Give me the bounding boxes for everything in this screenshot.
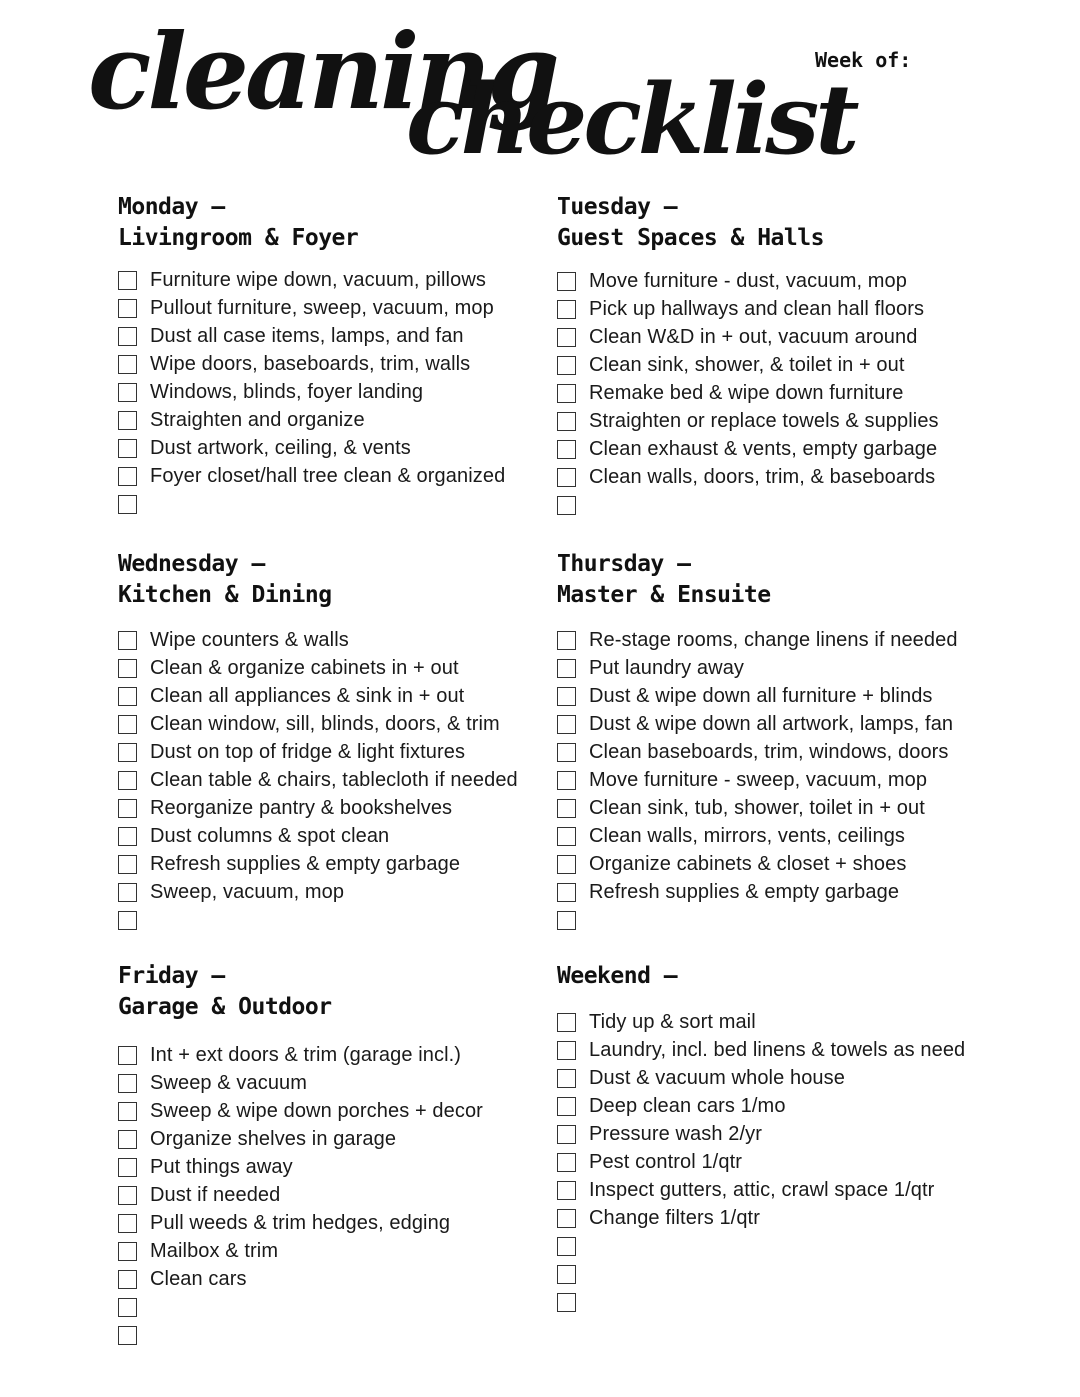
checkbox[interactable]	[557, 771, 576, 790]
checklist-item-label: Clean cars	[150, 1267, 247, 1290]
section-area: Master & Ensuite	[557, 582, 771, 608]
checklist-item-label: Reorganize pantry & bookshelves	[150, 796, 453, 819]
checkbox[interactable]	[118, 383, 137, 402]
checkbox[interactable]	[118, 495, 137, 514]
checkbox[interactable]	[118, 1326, 137, 1345]
checkbox[interactable]	[118, 439, 137, 458]
checkbox[interactable]	[118, 771, 137, 790]
checkbox[interactable]	[557, 631, 576, 650]
checklist-item	[557, 1008, 965, 1036]
checklist-item-label: Dust columns & spot clean	[150, 824, 390, 847]
checklist-item-label: Dust if needed	[150, 1183, 281, 1206]
checklist-item	[557, 1204, 965, 1232]
checkbox[interactable]	[118, 743, 137, 762]
checkbox[interactable]	[118, 659, 137, 678]
section-day: Tuesday –	[557, 194, 678, 220]
checklist-item-label: Put laundry away	[589, 656, 745, 679]
checklist-item-label: Dust all case items, lamps, and fan	[150, 324, 464, 347]
checklist-item	[557, 1092, 965, 1120]
checklist-item	[118, 1265, 483, 1293]
checkbox[interactable]	[118, 271, 137, 290]
checkbox[interactable]	[118, 799, 137, 818]
checklist-item	[118, 626, 518, 654]
checklist-item	[118, 794, 518, 822]
checklist-item	[118, 850, 518, 878]
checklist-item	[118, 822, 518, 850]
checkbox[interactable]	[557, 1069, 576, 1088]
checklist-item-label: Clean & organize cabinets in + out	[150, 656, 459, 679]
checklist-item	[557, 1120, 965, 1148]
title-word-checklist: checklist	[406, 63, 856, 176]
checklist-item-label: Clean sink, tub, shower, toilet in + out	[589, 796, 925, 819]
checkbox[interactable]	[557, 328, 576, 347]
checkbox[interactable]	[118, 1186, 137, 1205]
checklist-item-label: Organize shelves in garage	[150, 1127, 397, 1150]
checkbox[interactable]	[118, 411, 137, 430]
checkbox[interactable]	[118, 1158, 137, 1177]
checklist-item	[557, 822, 958, 850]
checklist-item	[118, 1181, 483, 1209]
checkbox[interactable]	[118, 631, 137, 650]
checklist-item	[118, 710, 518, 738]
checklist	[118, 266, 505, 518]
checklist-item-label: Dust & wipe down all furniture + blinds	[589, 684, 933, 707]
checklist-item	[557, 906, 958, 934]
checkbox[interactable]	[557, 715, 576, 734]
checklist-item	[557, 710, 958, 738]
section-area: Kitchen & Dining	[118, 582, 332, 608]
checklist	[118, 626, 518, 934]
checklist-item	[557, 682, 958, 710]
checkbox[interactable]	[557, 1013, 576, 1032]
checklist-item-label: Pullout furniture, sweep, vacuum, mop	[150, 296, 494, 319]
checkbox[interactable]	[118, 1102, 137, 1121]
section-day: Thursday –	[557, 551, 691, 577]
checklist-item	[118, 378, 505, 406]
section-tuesday	[557, 192, 939, 519]
checkbox[interactable]	[557, 1265, 576, 1284]
week-of-label: Week of:	[815, 48, 912, 72]
checklist-item-label: Dust on top of fridge & light fixtures	[150, 740, 466, 763]
checkbox[interactable]	[557, 911, 576, 930]
checkbox[interactable]	[557, 1153, 576, 1172]
section-monday	[118, 192, 505, 518]
checklist-item	[557, 379, 939, 407]
checkbox[interactable]	[557, 743, 576, 762]
checklist-item	[118, 1209, 483, 1237]
checklist-item-label: Refresh supplies & empty garbage	[589, 880, 900, 903]
checklist-item-label: Straighten and organize	[150, 408, 365, 431]
checklist-item-label: Clean sink, shower, & toilet in + out	[589, 353, 905, 376]
checklist	[557, 267, 939, 519]
checklist-item	[118, 1097, 483, 1125]
checklist-item	[557, 1064, 965, 1092]
checklist-item	[557, 738, 958, 766]
section-wednesday	[118, 549, 518, 934]
checklist-item-label: Clean baseboards, trim, windows, doors	[589, 740, 949, 763]
checklist-item-label: Furniture wipe down, vacuum, pillows	[150, 268, 486, 291]
checklist-item-label: Put things away	[150, 1155, 293, 1178]
checklist-item-label: Tidy up & sort mail	[589, 1010, 756, 1033]
checklist-item	[118, 1321, 483, 1349]
checklist-item	[557, 1260, 965, 1288]
checklist-item	[557, 463, 939, 491]
checkbox[interactable]	[557, 1181, 576, 1200]
checklist	[557, 626, 958, 934]
checklist-item	[118, 1237, 483, 1265]
checklist-item	[118, 406, 505, 434]
checkbox[interactable]	[118, 327, 137, 346]
checklist-item	[557, 878, 958, 906]
checkbox[interactable]	[557, 1041, 576, 1060]
checklist-item	[118, 294, 505, 322]
checkbox[interactable]	[118, 467, 137, 486]
section-friday	[118, 961, 483, 1349]
checklist-item	[557, 766, 958, 794]
checkbox[interactable]	[118, 1270, 137, 1289]
section-thursday	[557, 549, 958, 934]
checklist-item-label: Inspect gutters, attic, crawl space 1/qtr	[589, 1178, 935, 1201]
checklist-item-label: Deep clean cars 1/mo	[589, 1094, 786, 1117]
section-day: Friday –	[118, 963, 225, 989]
checklist-item	[118, 350, 505, 378]
checklist-item-label: Clean all appliances & sink in + out	[150, 684, 465, 707]
checkbox[interactable]	[118, 1298, 137, 1317]
checklist-item	[118, 738, 518, 766]
checklist-item-label: Pressure wash 2/yr	[589, 1122, 762, 1145]
checkbox[interactable]	[557, 1293, 576, 1312]
section-day: Monday –	[118, 194, 225, 220]
checklist-item	[557, 491, 939, 519]
checkbox[interactable]	[557, 356, 576, 375]
checkbox[interactable]	[557, 687, 576, 706]
checklist-item-label: Clean W&D in + out, vacuum around	[589, 325, 918, 348]
checklist-item	[557, 295, 939, 323]
checklist-item	[557, 1232, 965, 1260]
checkbox[interactable]	[118, 855, 137, 874]
title-word-cleaning: cleaning	[88, 10, 556, 133]
checkbox[interactable]	[557, 1209, 576, 1228]
checklist-item	[557, 323, 939, 351]
page-title	[88, 10, 856, 176]
checklist-item-label: Sweep & vacuum	[150, 1071, 308, 1094]
checklist-item	[118, 1041, 483, 1069]
checkbox[interactable]	[118, 1242, 137, 1261]
checklist-item-label: Mailbox & trim	[150, 1239, 279, 1262]
checklist-item	[118, 1153, 483, 1181]
checklist-item	[118, 682, 518, 710]
checkbox[interactable]	[557, 300, 576, 319]
checkbox[interactable]	[557, 384, 576, 403]
checklist-item-label: Move furniture - dust, vacuum, mop	[589, 269, 907, 292]
checklist-item-label: Foyer closet/hall tree clean & organized	[150, 464, 506, 487]
checkbox[interactable]	[118, 299, 137, 318]
checklist-item-label: Dust & vacuum whole house	[589, 1066, 845, 1089]
checklist-item-label: Clean walls, mirrors, vents, ceilings	[589, 824, 906, 847]
checklist-item	[118, 1125, 483, 1153]
checklist-item	[557, 1036, 965, 1064]
checklist-item	[118, 434, 505, 462]
checklist-item	[557, 267, 939, 295]
checklist-item-label: Pull weeds & trim hedges, edging	[150, 1211, 451, 1234]
checklist-item-label: Move furniture - sweep, vacuum, mop	[589, 768, 928, 791]
checkbox[interactable]	[118, 827, 137, 846]
checklist-item-label: Pick up hallways and clean hall floors	[589, 297, 925, 320]
section-area: Garage & Outdoor	[118, 994, 332, 1020]
checkbox[interactable]	[557, 659, 576, 678]
section-day: Weekend –	[557, 963, 678, 989]
checklist-item	[118, 906, 518, 934]
checkbox[interactable]	[118, 1130, 137, 1149]
checkbox[interactable]	[557, 412, 576, 431]
checklist-item-label: Laundry, incl. bed linens & towels as need	[589, 1038, 966, 1061]
checklist-item-label: Straighten or replace towels & supplies	[589, 409, 939, 432]
checklist-item-label: Clean exhaust & vents, empty garbage	[589, 437, 938, 460]
checklist-item	[118, 654, 518, 682]
checkbox[interactable]	[557, 468, 576, 487]
checkbox[interactable]	[118, 911, 137, 930]
checklist-item-label: Dust artwork, ceiling, & vents	[150, 436, 411, 459]
checklist-item-label: Refresh supplies & empty garbage	[150, 852, 461, 875]
checkbox[interactable]	[557, 883, 576, 902]
checklist-item	[557, 654, 958, 682]
checkbox[interactable]	[118, 715, 137, 734]
checklist-item	[118, 322, 505, 350]
checkbox[interactable]	[557, 855, 576, 874]
checklist-item	[118, 766, 518, 794]
checkbox[interactable]	[118, 355, 137, 374]
checklist-item	[118, 490, 505, 518]
checklist-item-label: Pest control 1/qtr	[589, 1150, 742, 1173]
checklist-item-label: Int + ext doors & trim (garage incl.)	[150, 1043, 462, 1066]
checkbox[interactable]	[557, 496, 576, 515]
section-day: Wednesday –	[118, 551, 265, 577]
checklist-item-label: Change filters 1/qtr	[589, 1206, 760, 1229]
checklist-item	[557, 351, 939, 379]
checkbox[interactable]	[118, 1046, 137, 1065]
checklist-item-label: Windows, blinds, foyer landing	[150, 380, 424, 403]
checklist-item	[557, 626, 958, 654]
checkbox[interactable]	[557, 1237, 576, 1256]
checklist-item-label: Sweep & wipe down porches + decor	[150, 1099, 483, 1122]
checklist-item	[118, 878, 518, 906]
checklist-item	[557, 435, 939, 463]
checklist-item-label: Remake bed & wipe down furniture	[589, 381, 904, 404]
checkbox[interactable]	[118, 687, 137, 706]
checklist-item-label: Clean table & chairs, tablecloth if needed	[150, 768, 518, 791]
section-area: Livingroom & Foyer	[118, 225, 359, 251]
checklist-item-label: Wipe doors, baseboards, trim, walls	[150, 352, 471, 375]
checklist-item-label: Wipe counters & walls	[150, 628, 349, 651]
checkbox[interactable]	[118, 883, 137, 902]
checklist-item-label: Dust & wipe down all artwork, lamps, fan	[589, 712, 954, 735]
checklist-item	[557, 794, 958, 822]
checklist-item	[118, 1069, 483, 1097]
checklist-item	[118, 266, 505, 294]
checkbox[interactable]	[557, 799, 576, 818]
section-weekend	[557, 961, 965, 1316]
checklist-item	[557, 1288, 965, 1316]
checkbox[interactable]	[118, 1074, 137, 1093]
checkbox[interactable]	[118, 1214, 137, 1233]
checklist-item-label: Organize cabinets & closet + shoes	[589, 852, 907, 875]
checkbox[interactable]	[557, 1097, 576, 1116]
checkbox[interactable]	[557, 440, 576, 459]
checklist-item	[557, 1148, 965, 1176]
section-area: Guest Spaces & Halls	[557, 225, 824, 251]
checklist-item-label: Sweep, vacuum, mop	[150, 880, 345, 903]
checklist-item	[118, 462, 505, 490]
checklist-item	[557, 850, 958, 878]
checklist	[557, 1008, 965, 1316]
checklist-item-label: Re-stage rooms, change linens if needed	[589, 628, 958, 651]
checkbox[interactable]	[557, 827, 576, 846]
checklist-item-label: Clean window, sill, blinds, doors, & trim	[150, 712, 500, 735]
checklist-item	[557, 407, 939, 435]
checklist-item	[557, 1176, 965, 1204]
checklist	[118, 1041, 483, 1349]
checklist-item	[118, 1293, 483, 1321]
checklist-item-label: Clean walls, doors, trim, & baseboards	[589, 465, 936, 488]
checkbox[interactable]	[557, 1125, 576, 1144]
checkbox[interactable]	[557, 272, 576, 291]
